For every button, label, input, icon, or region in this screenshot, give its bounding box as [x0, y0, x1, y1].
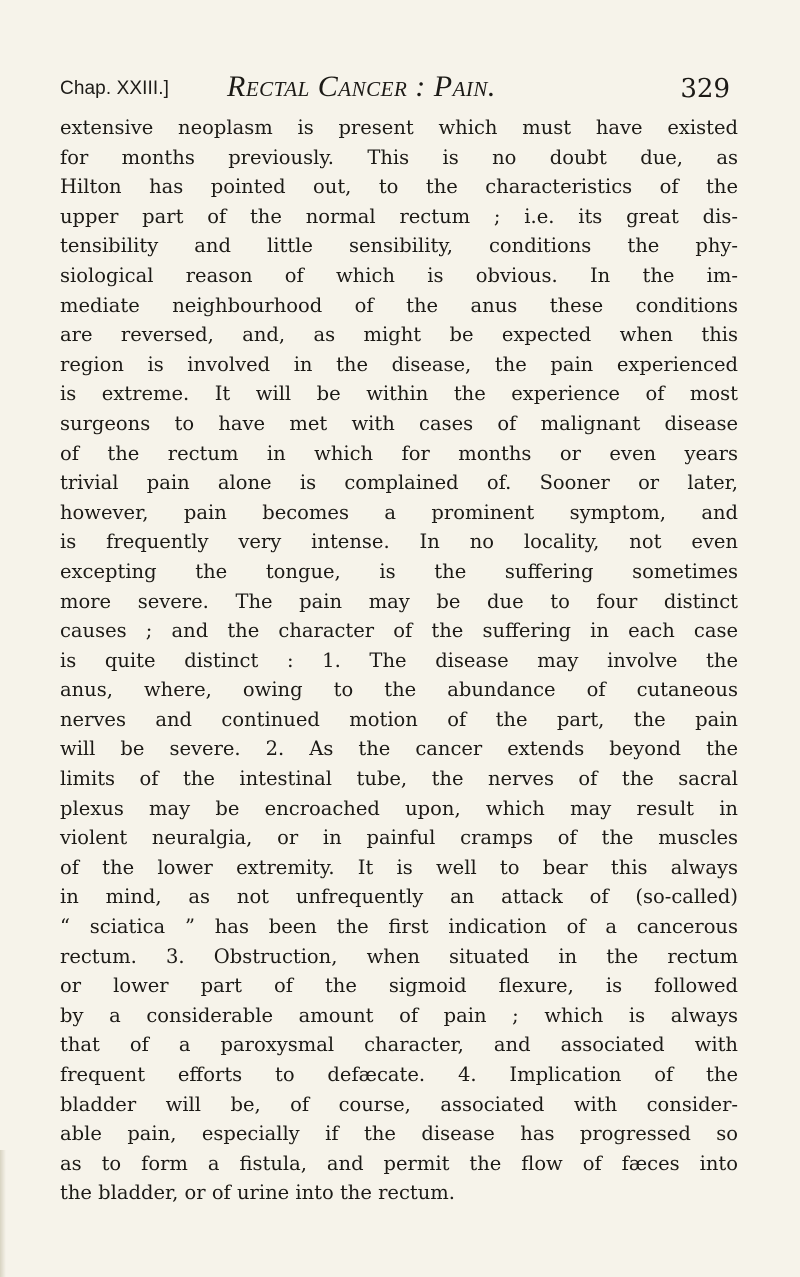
- text-line: for months previously. This is no doubt due, as: [60, 145, 738, 169]
- text-line: violent neuralgia, or in painful cramps of the muscles: [60, 826, 738, 850]
- text-line: plexus may be encroached upon, which may result in: [60, 796, 738, 820]
- text-line: or lower part of the sigmoid flexure, is followed: [60, 974, 738, 998]
- text-line: upper part of the normal rectum ; i.e. its great dis-: [60, 204, 738, 228]
- text-line: is extreme. It will be within the experience of most: [60, 382, 738, 406]
- text-line: frequent efforts to defæcate. 4. Implication of the: [60, 1063, 738, 1086]
- text-line: siological reason of which is obvious. In the im-: [60, 263, 738, 287]
- chapter-label: Chap. XXIII.]: [60, 78, 170, 99]
- text-line: more severe. The pain may be due to four distinct: [60, 589, 738, 613]
- text-line: surgeons to have met with cases of malignant disease: [60, 411, 738, 435]
- text-line: excepting the tongue, is the suffering sometimes: [60, 559, 738, 583]
- text-line: by a considerable amount of pain ; which is always: [60, 1003, 738, 1027]
- page-edge-shadow: [0, 1150, 6, 1277]
- text-line: that of a paroxysmal character, and associated with: [60, 1033, 738, 1057]
- text-line: Hilton has pointed out, to the characteristics of the: [60, 175, 738, 199]
- body-paragraph: [60, 113, 738, 1208]
- text-line: bladder will be, of course, associated with consider-: [60, 1092, 738, 1116]
- text-line: the bladder, or of urine into the rectum.: [60, 1181, 455, 1205]
- text-line: tensibility and little sensibility, conditions the phy-: [60, 234, 738, 258]
- text-line: anus, where, owing to the abundance of cutaneous: [60, 678, 738, 702]
- text-line: trivial pain alone is complained of. Sooner or later,: [60, 471, 738, 495]
- text-line: will be severe. 2. As the cancer extends beyond the: [60, 737, 738, 761]
- text-line: however, pain becomes a prominent symptom, and: [60, 500, 738, 524]
- text-line: in mind, as not unfrequently an attack of (so-called): [60, 885, 738, 909]
- running-title: Rectal Cancer : Pain.: [227, 70, 496, 103]
- text-line: is frequently very intense. In no locality, not even: [60, 530, 738, 554]
- text-line: are reversed, and, as might be expected when this: [60, 323, 738, 347]
- text-line: causes ; and the character of the suffering in each case: [60, 619, 738, 643]
- text-line: limits of the intestinal tube, the nerves of the sacral: [60, 767, 738, 791]
- text-line: able pain, especially if the disease has progressed so: [60, 1122, 738, 1146]
- text-line: mediate neighbourhood of the anus these conditions: [60, 293, 738, 317]
- text-line: “ sciatica ” has been the first indication of a cancerous: [60, 915, 738, 939]
- text-line: as to form a fistula, and permit the flow of fæces into: [60, 1151, 738, 1175]
- text-line: of the lower extremity. It is well to bear this always: [60, 855, 738, 879]
- text-line: nerves and continued motion of the part, the pain: [60, 707, 738, 731]
- text-line: extensive neoplasm is present which must have existed: [60, 116, 738, 139]
- text-line: is quite distinct : 1. The disease may involve the: [60, 648, 738, 672]
- text-line: rectum. 3. Obstruction, when situated in the rectum: [60, 944, 738, 968]
- page-number: 329: [680, 74, 730, 104]
- running-head: [60, 70, 730, 114]
- text-line: of the rectum in which for months or even years: [60, 441, 738, 465]
- text-line: region is involved in the disease, the pain experienced: [60, 352, 738, 376]
